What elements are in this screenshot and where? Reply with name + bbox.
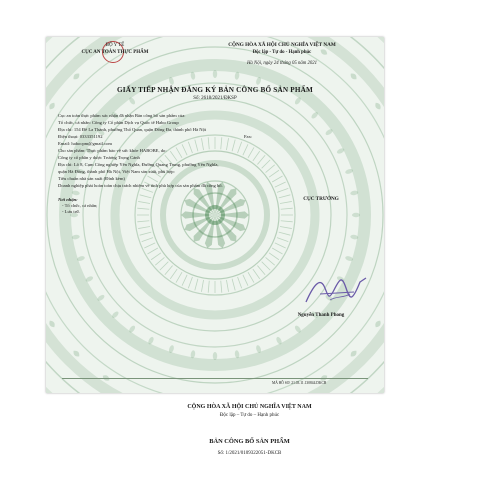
body-line-2: Tổ chức, cá nhân: Công ty Cổ phần Dịch vụ Quốc tế Habo Group [58, 120, 179, 125]
lower-number: Số: 1/2021/0109322051-DKCB [217, 451, 282, 456]
body-line-11: Doanh nghiệp phải hoàn toàn chịu trách nhiệm về tính phù hợp của sản phẩm đã công bố. [58, 183, 223, 188]
body-line-5: Email: habocpm@gmail.com [58, 141, 112, 146]
body-line-8: Địa chỉ: Lô 8, Cụm Công nghiệp Yên Nghĩa, Đường Quang Trung, phường Yên Nghĩa, [58, 162, 219, 167]
body-line-9: quận Hà Đông, thành phố Hà Nội, Việt Nam sản xuất, phù hợp: [58, 169, 175, 174]
body-line-6: Cho sản phẩm: Thực phẩm bảo vệ sức khỏe HABOBE, do: [58, 148, 167, 153]
signer-name: Nguyễn Thanh Phong [297, 313, 345, 318]
issue-date: Hà Nội, ngày 24 tháng 05 năm 2021 [246, 61, 318, 66]
country-heading: CỘNG HÒA XÃ HỘI CHỦ NGHĨA VIỆT NAM [228, 42, 336, 48]
signer-title: CỤC TRƯỞNG [303, 196, 339, 202]
body-line-7: Công ty cổ phần y dược Trương Trọng Cảnh [58, 155, 140, 160]
footer-divider [62, 378, 368, 379]
document-number: Số: 2618/2021/ĐKSP [193, 96, 237, 101]
lower-title: BẢN CÔNG BỐ SẢN PHẨM [209, 438, 290, 445]
recipient-item: - Lưu trữ. [62, 209, 80, 214]
registration-certificate [46, 37, 384, 393]
record-code: MÃ HỒ SƠ: 21.03.11.130844.DKCB [272, 381, 327, 385]
fax-label: Fax: [244, 134, 253, 139]
body-line-10: Tiêu chuẩn nhà sản xuất (Đính kèm) [58, 176, 125, 181]
lower-motto: Độc lập – Tự do – Hạnh phúc [219, 413, 280, 418]
lower-country-heading: CỘNG HÒA XÃ HỘI CHỦ NGHĨA VIỆT NAM [187, 404, 312, 410]
body-line-1: Cục an toàn thực phẩm xác nhận đã nhận Bản công bố sản phẩm của: [58, 113, 186, 118]
body-line-4: Điện thoại: 0333351192 [58, 134, 103, 139]
body-line-3: Địa chỉ: 154 Đê La Thành, phường Thổ Quan, quận Đống Đa, thành phố Hà Nội [58, 127, 207, 132]
document-title: GIẤY TIẾP NHẬN ĐĂNG KÝ BẢN CÔNG BỐ SẢN PHẨM [116, 86, 314, 94]
department-name: CỤC AN TOÀN THỰC PHẨM [81, 50, 149, 55]
recipient-item: - Tổ chức, cá nhân; [62, 203, 98, 208]
recipients-heading: Nơi nhận: [58, 197, 78, 202]
ministry-name: BỘ Y TẾ [105, 43, 125, 48]
handwritten-signature [300, 272, 372, 310]
product-declaration-page [0, 398, 499, 499]
motto: Độc lập - Tự do - Hạnh phúc [252, 50, 312, 55]
